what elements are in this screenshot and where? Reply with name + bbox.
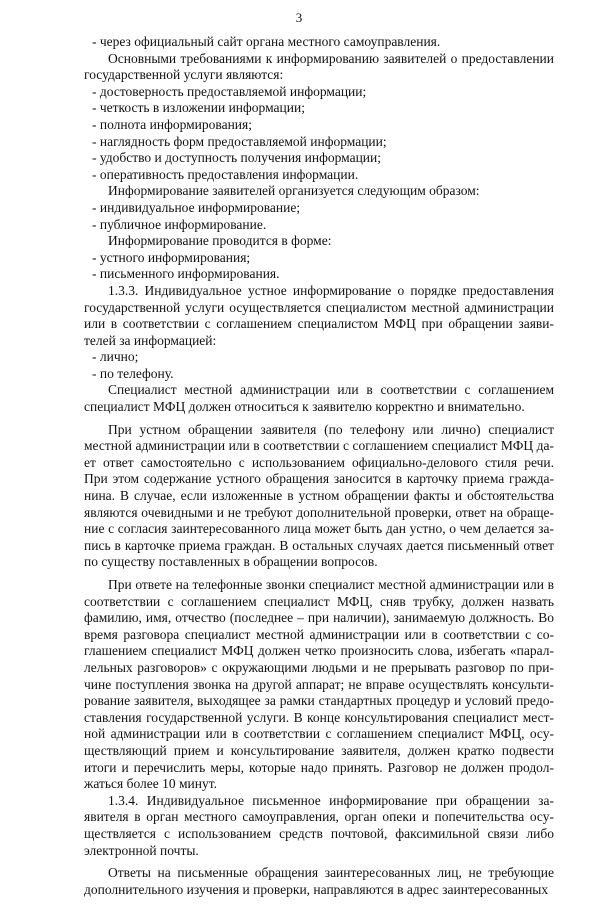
paragraph: Основными требованиями к информированию заявителей о предоставлении государственной услуги являются: — [84, 50, 554, 83]
list-item: - удобство и доступность получения информации; — [92, 150, 381, 166]
paragraph: - через официальный сайт органа местного самоуправления. — [92, 34, 441, 49]
paragraph: При устном обращении заявителя (по телефону или лично) специалист местной администрации или в соответствии с соглашением специалист МФЦ дает ответ самостоятельно с использованием официально-делового стиля речи. При этом содержание устного обращения заносится в карточку приема гражданина. В случае, если изложенные в устном обращении факты и обстоятельства являются очевидными и не требуют дополнительной проверки, ответ на обращение с согласия заинтересованного лица может быть дан устно, о чем делается запись в карточке приема граждан. В остальных случаях дается письменный ответ по существу поставленных в обращении вопросов. — [84, 421, 554, 570]
paragraph: При ответе на телефонные звонки специалист местной администрации или в соответствии с соглашением специалист МФЦ, сняв трубку, должен назвать фамилию, имя, отчество (последнее – при наличии), занимаемую должность. Во время разговора специалист местной администрации или в соответствии с соглашением специалист МФЦ должен четко произносить слова, избегать «параллельных разговоров» с окружающими людьми и не прерывать разговор по причине поступления звонка на другой аппарат; не вправе осуществлять консультирование заявителя, выходящее за рамки стандартных процедур и условий предоставления государственной услуги. В конце консультирования специалист местной администрации или в соответствии с соглашением специалист МФЦ, осуществляющий прием и консультирование заявителя, должен кратко подвести итоги и перечислить меры, которые надо принять. Разговор не должен продолжаться более 10 минут. — [84, 577, 554, 792]
list-item: - письменного информирования. — [92, 266, 280, 282]
list-item: - наглядность форм предоставляемой информации; — [92, 133, 387, 149]
paragraph: Информирование проводится в форме: — [108, 233, 332, 249]
list-item: - устного информирования; — [92, 249, 251, 265]
list-item: - оперативность предоставления информации. — [92, 166, 359, 182]
section-1-3-4: 1.3.4. Индивидуальное письменное информирование при обращении заявителя в орган местного самоуправления, орган опеки и попечительства осуществляется с использованием средств почтовой, факсимильной связи либо электронной почты. — [84, 792, 554, 858]
list-item: - лично; — [92, 349, 139, 365]
list-item: - индивидуальное информирование; — [92, 199, 301, 215]
list-item: - достоверность предоставляемой информации; — [92, 83, 367, 99]
paragraph: Ответы на письменные обращения заинтересованных лиц, не требующие дополнительного изучения и проверки, направляются в адрес заинтересованных — [84, 865, 554, 897]
list-item: - четкость в изложении информации; — [92, 100, 305, 116]
document-body — [84, 34, 554, 898]
page-number: 3 — [295, 10, 303, 25]
list-item: - полнота информирования; — [92, 116, 252, 132]
paragraph: Информирование заявителей организуется следующим образом: — [108, 183, 480, 199]
paragraph: Специалист местной администрации или в соответствии с соглашением специалист МФЦ должен относиться к заявителю корректно и внимательно. — [84, 382, 554, 415]
section-1-3-3: 1.3.3. Индивидуальное устное информирование о порядке предоставления государственной услуги осуществляется специалистом местной администрации или в соответствии с соглашением специалистом МФЦ при обращении заявителей за информацией: — [84, 282, 554, 348]
list-item: - публичное информирование. — [92, 216, 267, 232]
list-item: - по телефону. — [92, 365, 174, 381]
